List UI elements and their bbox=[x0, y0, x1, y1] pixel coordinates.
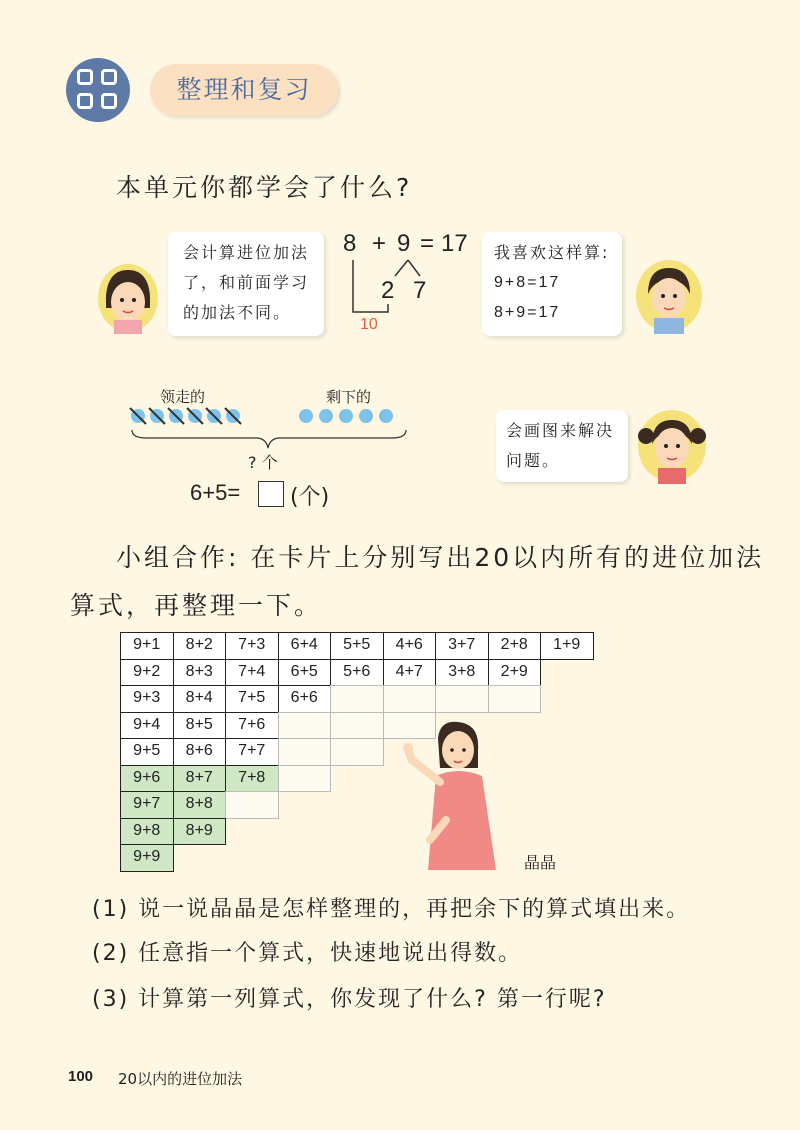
grid-cell: 5+5 bbox=[330, 632, 384, 660]
remaining-dots bbox=[299, 409, 393, 423]
intro-question: 本单元你都学会了什么? bbox=[116, 173, 413, 202]
grid-cell: 8+2 bbox=[173, 632, 227, 660]
grid-cell: 8+5 bbox=[173, 712, 227, 740]
grid-cell bbox=[488, 685, 542, 713]
bubble-left-line-2: 了，和前面学习 bbox=[183, 273, 310, 292]
boy-avatar bbox=[634, 258, 704, 334]
grid-cell: 7+4 bbox=[225, 659, 279, 687]
grid-cell bbox=[383, 685, 437, 713]
grid-cell: 9+5 bbox=[120, 738, 174, 766]
grid-cell: 9+4 bbox=[120, 712, 174, 740]
grid-cell bbox=[278, 712, 332, 740]
question-3: (3) 计算第一列算式，你发现了什么? 第一行呢? bbox=[92, 987, 607, 1012]
task-line-1: 小组合作: 在卡片上分别写出20以内所有的进位加法 bbox=[116, 543, 765, 572]
grid-cell: 7+6 bbox=[225, 712, 279, 740]
equals-sign: = bbox=[420, 230, 435, 257]
grid-cell: 4+6 bbox=[383, 632, 437, 660]
grid-cell: 5+6 bbox=[330, 659, 384, 687]
girl-avatar bbox=[96, 262, 160, 334]
girl-name-label: 晶晶 bbox=[524, 853, 557, 872]
grid-cell: 3+7 bbox=[435, 632, 489, 660]
dots-unit: (个) bbox=[290, 485, 330, 510]
ten-label: 10 bbox=[360, 316, 378, 333]
task-line-2: 算式，再整理一下。 bbox=[70, 591, 323, 620]
grid-cell: 6+4 bbox=[278, 632, 332, 660]
grid-cell bbox=[330, 738, 384, 766]
addend-b: 9 bbox=[397, 230, 411, 257]
page-title: 整理和复习 bbox=[176, 75, 312, 104]
grid-cell: 4+7 bbox=[383, 659, 437, 687]
addend-a: 8 bbox=[343, 230, 357, 257]
bubble-left-line-3: 的加法不同。 bbox=[183, 303, 292, 322]
question-1: (1) 说一说晶晶是怎样整理的，再把余下的算式填出来。 bbox=[92, 897, 691, 922]
grid-icon bbox=[77, 69, 119, 111]
grid-cell bbox=[435, 685, 489, 713]
grid-cell: 7+7 bbox=[225, 738, 279, 766]
grid-cell: 8+3 bbox=[173, 659, 227, 687]
bubble-girl-line-2: 问题。 bbox=[506, 451, 561, 470]
remain-label: 剩下的 bbox=[326, 388, 372, 406]
bubble-girl-line-1: 会画图来解决 bbox=[506, 421, 615, 440]
taken-dots bbox=[130, 408, 241, 424]
grid-cell: 9+1 bbox=[120, 632, 174, 660]
decomposition-lines bbox=[340, 256, 460, 326]
pigtail-girl-avatar bbox=[634, 408, 710, 484]
grid-cell: 7+3 bbox=[225, 632, 279, 660]
addition-table bbox=[120, 632, 600, 872]
bubble-right-line-2: 9+8=17 bbox=[494, 274, 561, 291]
grid-cell: 2+9 bbox=[488, 659, 542, 687]
grid-cell: 8+9 bbox=[173, 818, 227, 846]
grid-cell: 8+4 bbox=[173, 685, 227, 713]
grid-cell: 9+9 bbox=[120, 844, 174, 872]
grid-cell: 6+5 bbox=[278, 659, 332, 687]
grid-cell bbox=[330, 712, 384, 740]
bubble-right-line-3: 8+9=17 bbox=[494, 304, 561, 321]
sum-result: 17 bbox=[441, 230, 468, 257]
grid-cell: 1+9 bbox=[540, 632, 594, 660]
grid-cell: 8+8 bbox=[173, 791, 227, 819]
grid-cell: 3+8 bbox=[435, 659, 489, 687]
grid-cell: 7+5 bbox=[225, 685, 279, 713]
grid-cell: 9+3 bbox=[120, 685, 174, 713]
grid-cell: 2+8 bbox=[488, 632, 542, 660]
grid-cell bbox=[278, 738, 332, 766]
dots-equation: 6+5= bbox=[190, 480, 241, 505]
answer-box[interactable] bbox=[258, 481, 284, 507]
plus-sign: + bbox=[372, 230, 387, 257]
grid-cell bbox=[330, 685, 384, 713]
bubble-left-line-1: 会计算进位加法 bbox=[183, 243, 310, 262]
split-left: 2 bbox=[381, 277, 395, 304]
bubble-right-line-1: 我喜欢这样算: bbox=[494, 243, 610, 262]
grid-cell: 8+6 bbox=[173, 738, 227, 766]
grid-cell: 8+7 bbox=[173, 765, 227, 793]
page-number: 100 bbox=[68, 1068, 94, 1085]
split-right: 7 bbox=[413, 277, 427, 304]
grid-cell: 9+8 bbox=[120, 818, 174, 846]
jingjing-illustration bbox=[400, 720, 510, 870]
total-label: ? 个 bbox=[248, 453, 278, 472]
grid-cell: 7+8 bbox=[225, 765, 279, 793]
grid-cell bbox=[278, 765, 332, 793]
chapter-name: 20以内的进位加法 bbox=[118, 1070, 243, 1088]
grid-cell: 9+6 bbox=[120, 765, 174, 793]
grid-cell bbox=[225, 791, 279, 819]
grid-cell: 9+2 bbox=[120, 659, 174, 687]
grid-cell: 6+6 bbox=[278, 685, 332, 713]
question-2: (2) 任意指一个算式，快速地说出得数。 bbox=[92, 941, 523, 966]
grid-cell: 9+7 bbox=[120, 791, 174, 819]
taken-label: 领走的 bbox=[160, 388, 206, 406]
